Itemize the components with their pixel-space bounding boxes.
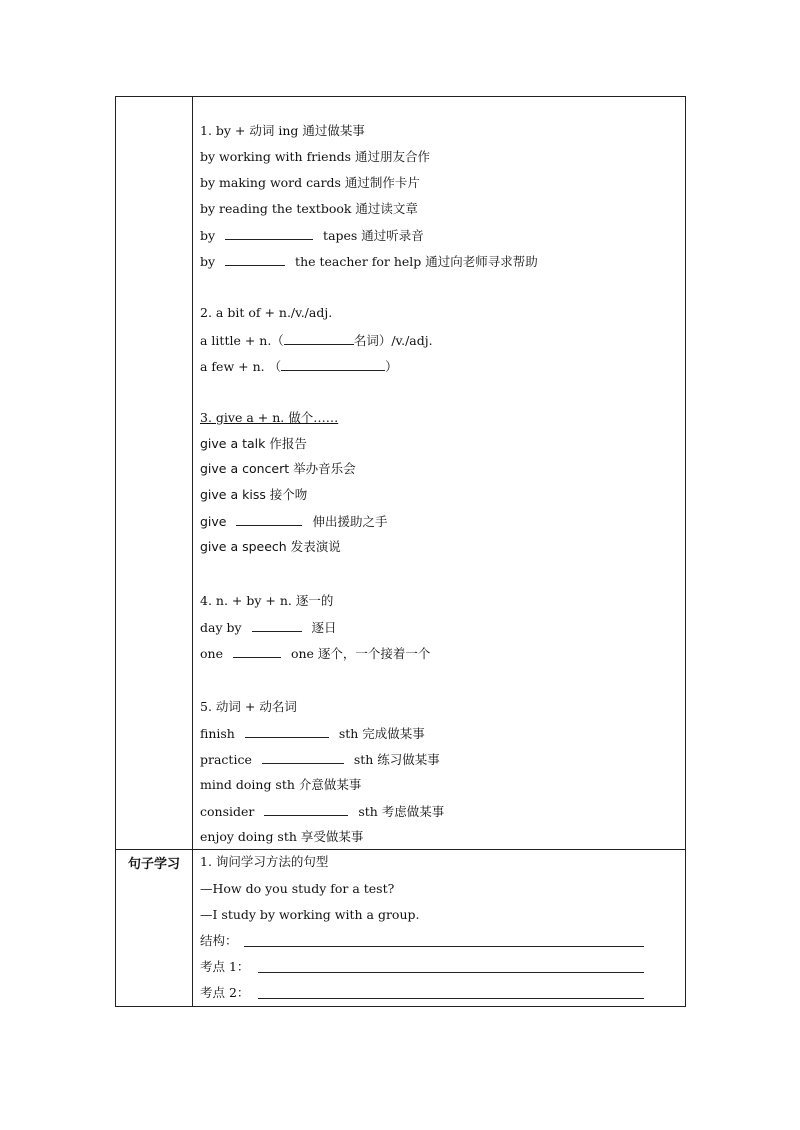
s5-heading: 5. 动词 + 动名词	[200, 699, 297, 714]
s1-example-5-suffix: the teacher for help 通过向老师寻求帮助	[295, 254, 538, 269]
s5-example-1	[200, 725, 425, 742]
sentence-study-label: 句子学习	[127, 857, 180, 872]
s2-example-2	[200, 358, 398, 375]
point-1-label: 考点 1：	[200, 959, 250, 974]
s3-example-4-suffix: 伸出援助之手	[312, 514, 388, 529]
s3-example-2: give a concert 举办音乐会	[200, 461, 356, 476]
s4-example-2-suffix: one 逐个，一个接着一个	[290, 646, 431, 661]
s2-example-2-prefix: a few + n. （	[200, 359, 282, 374]
s5-example-4	[200, 803, 444, 820]
s2-example-1	[200, 332, 433, 349]
s1-example-4-suffix: tapes 通过听录音	[323, 228, 424, 243]
fill-blank[interactable]	[225, 253, 285, 266]
s1-example-4	[200, 227, 424, 244]
s2-example-1-prefix: a little + n.（	[200, 333, 284, 348]
s4-example-1-suffix: 逐日	[311, 620, 337, 635]
fill-blank[interactable]	[236, 513, 302, 526]
structure-blank[interactable]	[244, 946, 644, 947]
fill-blank[interactable]	[233, 645, 281, 658]
s3-example-3: give a kiss 接个吻	[200, 487, 308, 502]
s1-example-3: by reading the textbook 通过读文章	[200, 201, 418, 216]
fill-blank[interactable]	[262, 751, 344, 764]
s3-heading: 3. give a + n. 做个……	[200, 410, 339, 425]
fill-blank[interactable]	[281, 358, 385, 371]
sentence-question: —How do you study for a test?	[200, 881, 395, 896]
structure-label: 结构：	[200, 933, 238, 948]
s1-example-5	[200, 253, 538, 270]
s5-example-1-suffix: sth 完成做某事	[338, 726, 425, 741]
point-1-blank[interactable]	[258, 972, 644, 973]
s1-example-1: by working with friends 通过朋友合作	[200, 149, 431, 164]
column-divider	[192, 96, 193, 1007]
fill-blank[interactable]	[264, 803, 348, 816]
s4-example-2	[200, 645, 430, 662]
s5-example-1-prefix: finish	[200, 726, 235, 741]
s4-example-1-prefix: day by	[200, 620, 242, 635]
s2-example-1-suffix: 名词）/v./adj.	[353, 333, 433, 348]
s1-example-2: by making word cards 通过制作卡片	[200, 175, 420, 190]
s5-example-2-suffix: sth 练习做某事	[353, 752, 440, 767]
s5-example-4-prefix: consider	[200, 804, 255, 819]
s4-example-1	[200, 619, 337, 636]
s1-example-4-prefix: by	[200, 228, 216, 243]
s1-heading: 1. by + 动词 ing 通过做某事	[200, 123, 365, 138]
s5-example-3: mind doing sth 介意做某事	[200, 777, 362, 792]
s5-example-4-suffix: sth 考虑做某事	[358, 804, 445, 819]
s3-example-4	[200, 513, 387, 530]
s2-heading: 2. a bit of + n./v./adj.	[200, 305, 333, 320]
fill-blank[interactable]	[284, 332, 354, 345]
s3-example-4-prefix: give	[200, 514, 227, 529]
s4-heading: 4. n. + by + n. 逐一的	[200, 593, 334, 608]
sentence-heading: 1. 询问学习方法的句型	[200, 854, 329, 869]
fill-blank[interactable]	[225, 227, 313, 240]
row-divider	[115, 849, 686, 850]
sentence-answer: —I study by working with a group.	[200, 907, 420, 922]
point-2-blank[interactable]	[258, 998, 644, 999]
fill-blank[interactable]	[252, 619, 302, 632]
s2-example-2-suffix: ）	[385, 359, 398, 374]
fill-blank[interactable]	[245, 725, 329, 738]
s5-example-2-prefix: practice	[200, 752, 252, 767]
s4-example-2-prefix: one	[200, 646, 223, 661]
s1-example-5-prefix: by	[200, 254, 216, 269]
s3-example-1: give a talk 作报告	[200, 436, 307, 451]
point-2-label: 考点 2：	[200, 985, 250, 1000]
s5-example-2	[200, 751, 440, 768]
s5-example-5: enjoy doing sth 享受做某事	[200, 829, 364, 844]
s3-example-5: give a speech 发表演说	[200, 539, 341, 554]
